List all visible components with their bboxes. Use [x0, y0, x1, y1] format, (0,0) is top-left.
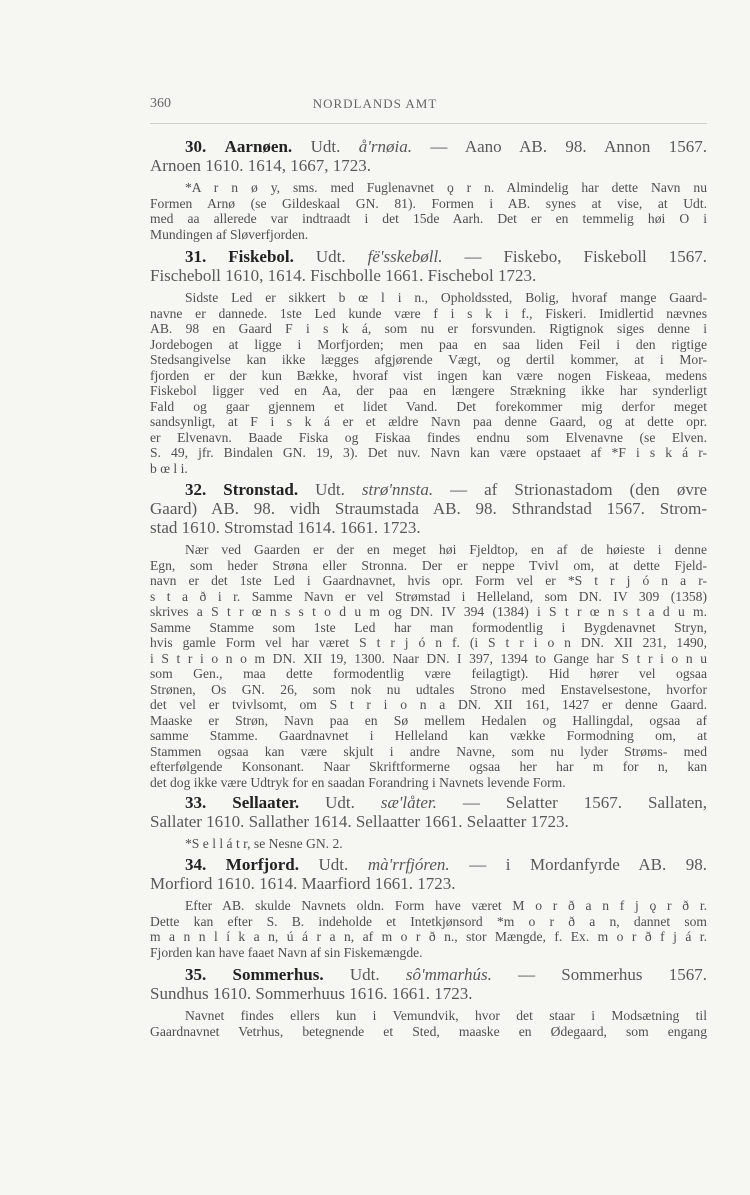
heading-line: Sundhus 1610. Sommerhuus 1616. 1661. 1723. — [150, 984, 473, 1003]
body-line: navn er det 1ste Led i Gaardnavnet, hvis opr. Form vel er *S t r j ó n a r- — [150, 573, 707, 588]
entry-number: 31. — [185, 247, 207, 266]
body-line: S. 49, jfr. Bindalen GN. 19, 3). Det nuv. Navn kan være opstaaet af *F i s k á r- — [150, 445, 707, 460]
heading-line: Sallater 1610. Sallather 1614. Sellaatter 1661. Selaatter 1723. — [150, 812, 569, 831]
entry-name: Stronstad. — [223, 480, 299, 499]
pronunciation-form: strø'nnsta. — [361, 480, 434, 499]
udt-label: Udt. — [318, 855, 349, 874]
body-line: Stedsangivelse kan ikke lægges afgjørende Vægt, og dertil kommer, at i Mor- — [150, 352, 707, 367]
heading-text: — Aano AB. 98. Annon 1567. — [430, 137, 708, 156]
body-line: Strønen, Os GN. 26, som nok nu udtales Strono med Enstavelsestone, hvorfor — [150, 681, 707, 697]
body-line: fjorden er der kun Bække, hvoraf vist ingen kan være nogen Fiskeaa, medens — [150, 367, 707, 383]
heading-text: — Fiskebo, Fiskeboll 1567. — [464, 247, 707, 266]
body-line: skrives a S t r œ n s s t o d u m og DN. IV 394 (1384) i S t r œ n s t a d u m. — [150, 604, 707, 619]
heading-text: — i Mordanfyrde AB. 98. — [469, 855, 708, 874]
running-head: NORDLANDS AMT — [312, 96, 438, 111]
body-line: Stammen ogsaa kan være skjult i andre Navne, som nu lyder Strøms- med — [150, 743, 707, 759]
body-line: m a n n l í k a n, ú á r a n, af m o r ð n., stor Mængde, f. Ex. m o r ð f j á r. — [150, 929, 707, 944]
body-line: s t a ð i r. Samme Navn er vel Strømstad i Helleland, som DN. IV 309 (1358) — [150, 588, 707, 604]
body-line: Maaske er Strøn, Navn paa en Sø mellem Hedalen og Hallingdal, ogsaa af — [150, 712, 707, 728]
entry-name: Sommerhus. — [232, 965, 324, 984]
entry-name: Sellaater. — [232, 793, 300, 812]
body-line: navne er dannede. 1ste Led kunde være f i s k i f., Fiskeri. Imidlertid nævnes — [150, 305, 707, 321]
body-line: i S t r i o n o m DN. XII 19, 1300. Naar DN. I 397, 1394 to Gange har S t r i o n u — [150, 650, 707, 666]
pronunciation-form: mà'rrfjóren. — [367, 855, 450, 874]
body-line: *A r n ø y, sms. med Fuglenavnet ǫ r n. Almindelig har dette Navn nu — [185, 180, 707, 195]
body-line: Gaardnavnet Vetrhus, betegnende et Sted, maaske en Ødegaard, som engang — [150, 1023, 707, 1039]
body-line: Efter AB. skulde Navnets oldn. Form have været M o r ð a n f j ǫ r ð r. — [185, 898, 707, 913]
entry-heading — [185, 965, 707, 985]
body-line: samme Stamme. Gaardnavnet i Helleland kan vække Formodning om, at — [150, 728, 707, 743]
udt-label: Udt. — [310, 137, 341, 156]
body-line: Jordebogen at ligge i Morfjorden; men paa en saa liden Feil i den rigtige — [150, 336, 707, 352]
udt-label: Udt. — [325, 793, 355, 812]
entry-heading — [185, 855, 707, 875]
body-line: hvis gamle Form vel har været S t r j ó n f. (i S t r i o n DN. XII 231, 1490, — [150, 635, 707, 650]
body-line: Navnet findes ellers kun i Vemundvik, hvor det staar i Modsætning til — [185, 1008, 707, 1023]
entry-heading — [185, 247, 707, 267]
pronunciation-form: sæ'låter. — [380, 793, 437, 812]
body-line: det dog ikke være Udtryk for en saadan Forandring i Navnets levende Form. — [150, 774, 566, 790]
body-line: AB. 98 en Gaard F i s k á, som nu er forsvunden. Rigtignok siges denne i — [150, 321, 707, 336]
heading-text: — Selatter 1567. Sallaten, — [462, 793, 708, 812]
heading-text: — Sommerhus 1567. — [518, 965, 708, 984]
body-line: Fald og gaar gjennem et lidet Vand. Det forekommer mig derfor meget — [150, 398, 707, 414]
page-number: 360 — [150, 96, 171, 111]
udt-label: Udt. — [349, 965, 380, 984]
entry-heading — [185, 480, 707, 500]
body-line: Dette kan efter S. B. indeholde et Intetkjønsord *m o r ð a n, dannet som — [150, 913, 707, 929]
entry-heading — [185, 793, 707, 813]
pronunciation-form: å'rnøia. — [358, 137, 412, 156]
udt-label: Udt. — [315, 480, 345, 499]
entry-number: 32. — [185, 480, 207, 499]
entry-name: Aarnøen. — [224, 137, 293, 156]
body-line: Sidste Led er sikkert b œ l i n., Opholdssted, Bolig, hvoraf mange Gaard- — [185, 290, 707, 305]
body-line: *S e l l á t r, se Nesne GN. 2. — [185, 836, 343, 851]
heading-line: Gaard) AB. 98. vidh Straumstada AB. 98. Sthrandstad 1567. Strom- — [150, 499, 707, 518]
body-line: som Gen., maa dette formodentlig være feilagtigt). Hid hører vel ogsaa — [150, 666, 707, 681]
heading-line: Arnoen 1610. 1614, 1667, 1723. — [150, 156, 371, 175]
entry-number: 35. — [185, 965, 207, 984]
body-line: med aa allerede var indtraadt i det 15de Aarh. Det er en temmelig høi O i — [150, 211, 707, 226]
udt-label: Udt. — [315, 247, 346, 266]
heading-line: Fischeboll 1610, 1614. Fischbolle 1661. Fischebol 1723. — [150, 266, 537, 285]
body-line: Formen Arnø (se Gildeskaal GN. 81). Formen i AB. synes at vise, at Udt. — [150, 195, 707, 211]
header-rule — [150, 123, 707, 124]
heading-text: — af Strionastadom (den øvre — [450, 480, 708, 499]
entry-name: Morfjord. — [225, 855, 299, 874]
body-line: Samme Stamme som 1ste Led har man formodentlig i Bygdenavnet Stryn, — [150, 619, 707, 635]
heading-line: Morfiord 1610. 1614. Maarfiord 1661. 1723. — [150, 874, 456, 893]
body-line: Fiskebol ligger ved en Aa, der paa en længere Strækning ikke har synderligt — [150, 383, 707, 398]
entry-number: 34. — [185, 855, 207, 874]
entry-name: Fiskebol. — [228, 247, 294, 266]
pronunciation-form: fë'sskebøll. — [367, 247, 443, 266]
body-line: det vel er tvivlsomt, om S t r i o n a DN. XII 161, 1427 er denne Gaard. — [150, 697, 707, 712]
body-line: Fjorden kan have faaet Navn af sin Fiskemængde. — [150, 944, 423, 960]
body-line: er Elvenavn. Baade Fiska og Fiskaa findes endnu som Elvenavne (se Elven. — [150, 429, 707, 445]
heading-line: stad 1610. Stromstad 1614. 1661. 1723. — [150, 518, 421, 537]
body-line: sandsynligt, at F i s k á er et ældre Navn paa denne Gaard, og at dette opr. — [150, 414, 707, 429]
entry-number: 30. — [185, 137, 207, 156]
entry-heading — [185, 137, 707, 157]
entry-number: 33. — [185, 793, 207, 812]
body-line: Nær ved Gaarden er der en meget høi Fjeldtop, en af de høieste i denne — [185, 542, 707, 557]
pronunciation-form: sô'mmarhús. — [405, 965, 492, 984]
body-line: b œ l i. — [150, 460, 188, 476]
body-line: Mundingen af Sløverfjorden. — [150, 226, 309, 242]
body-line: efterfølgende Konsonant. Naar Skriftformerne ogsaa her har m for n, kan — [150, 759, 707, 774]
body-line: Egn, som heder Strøna eller Stronna. Der er neppe Tvivl om, at dette Fjeld- — [150, 557, 707, 573]
